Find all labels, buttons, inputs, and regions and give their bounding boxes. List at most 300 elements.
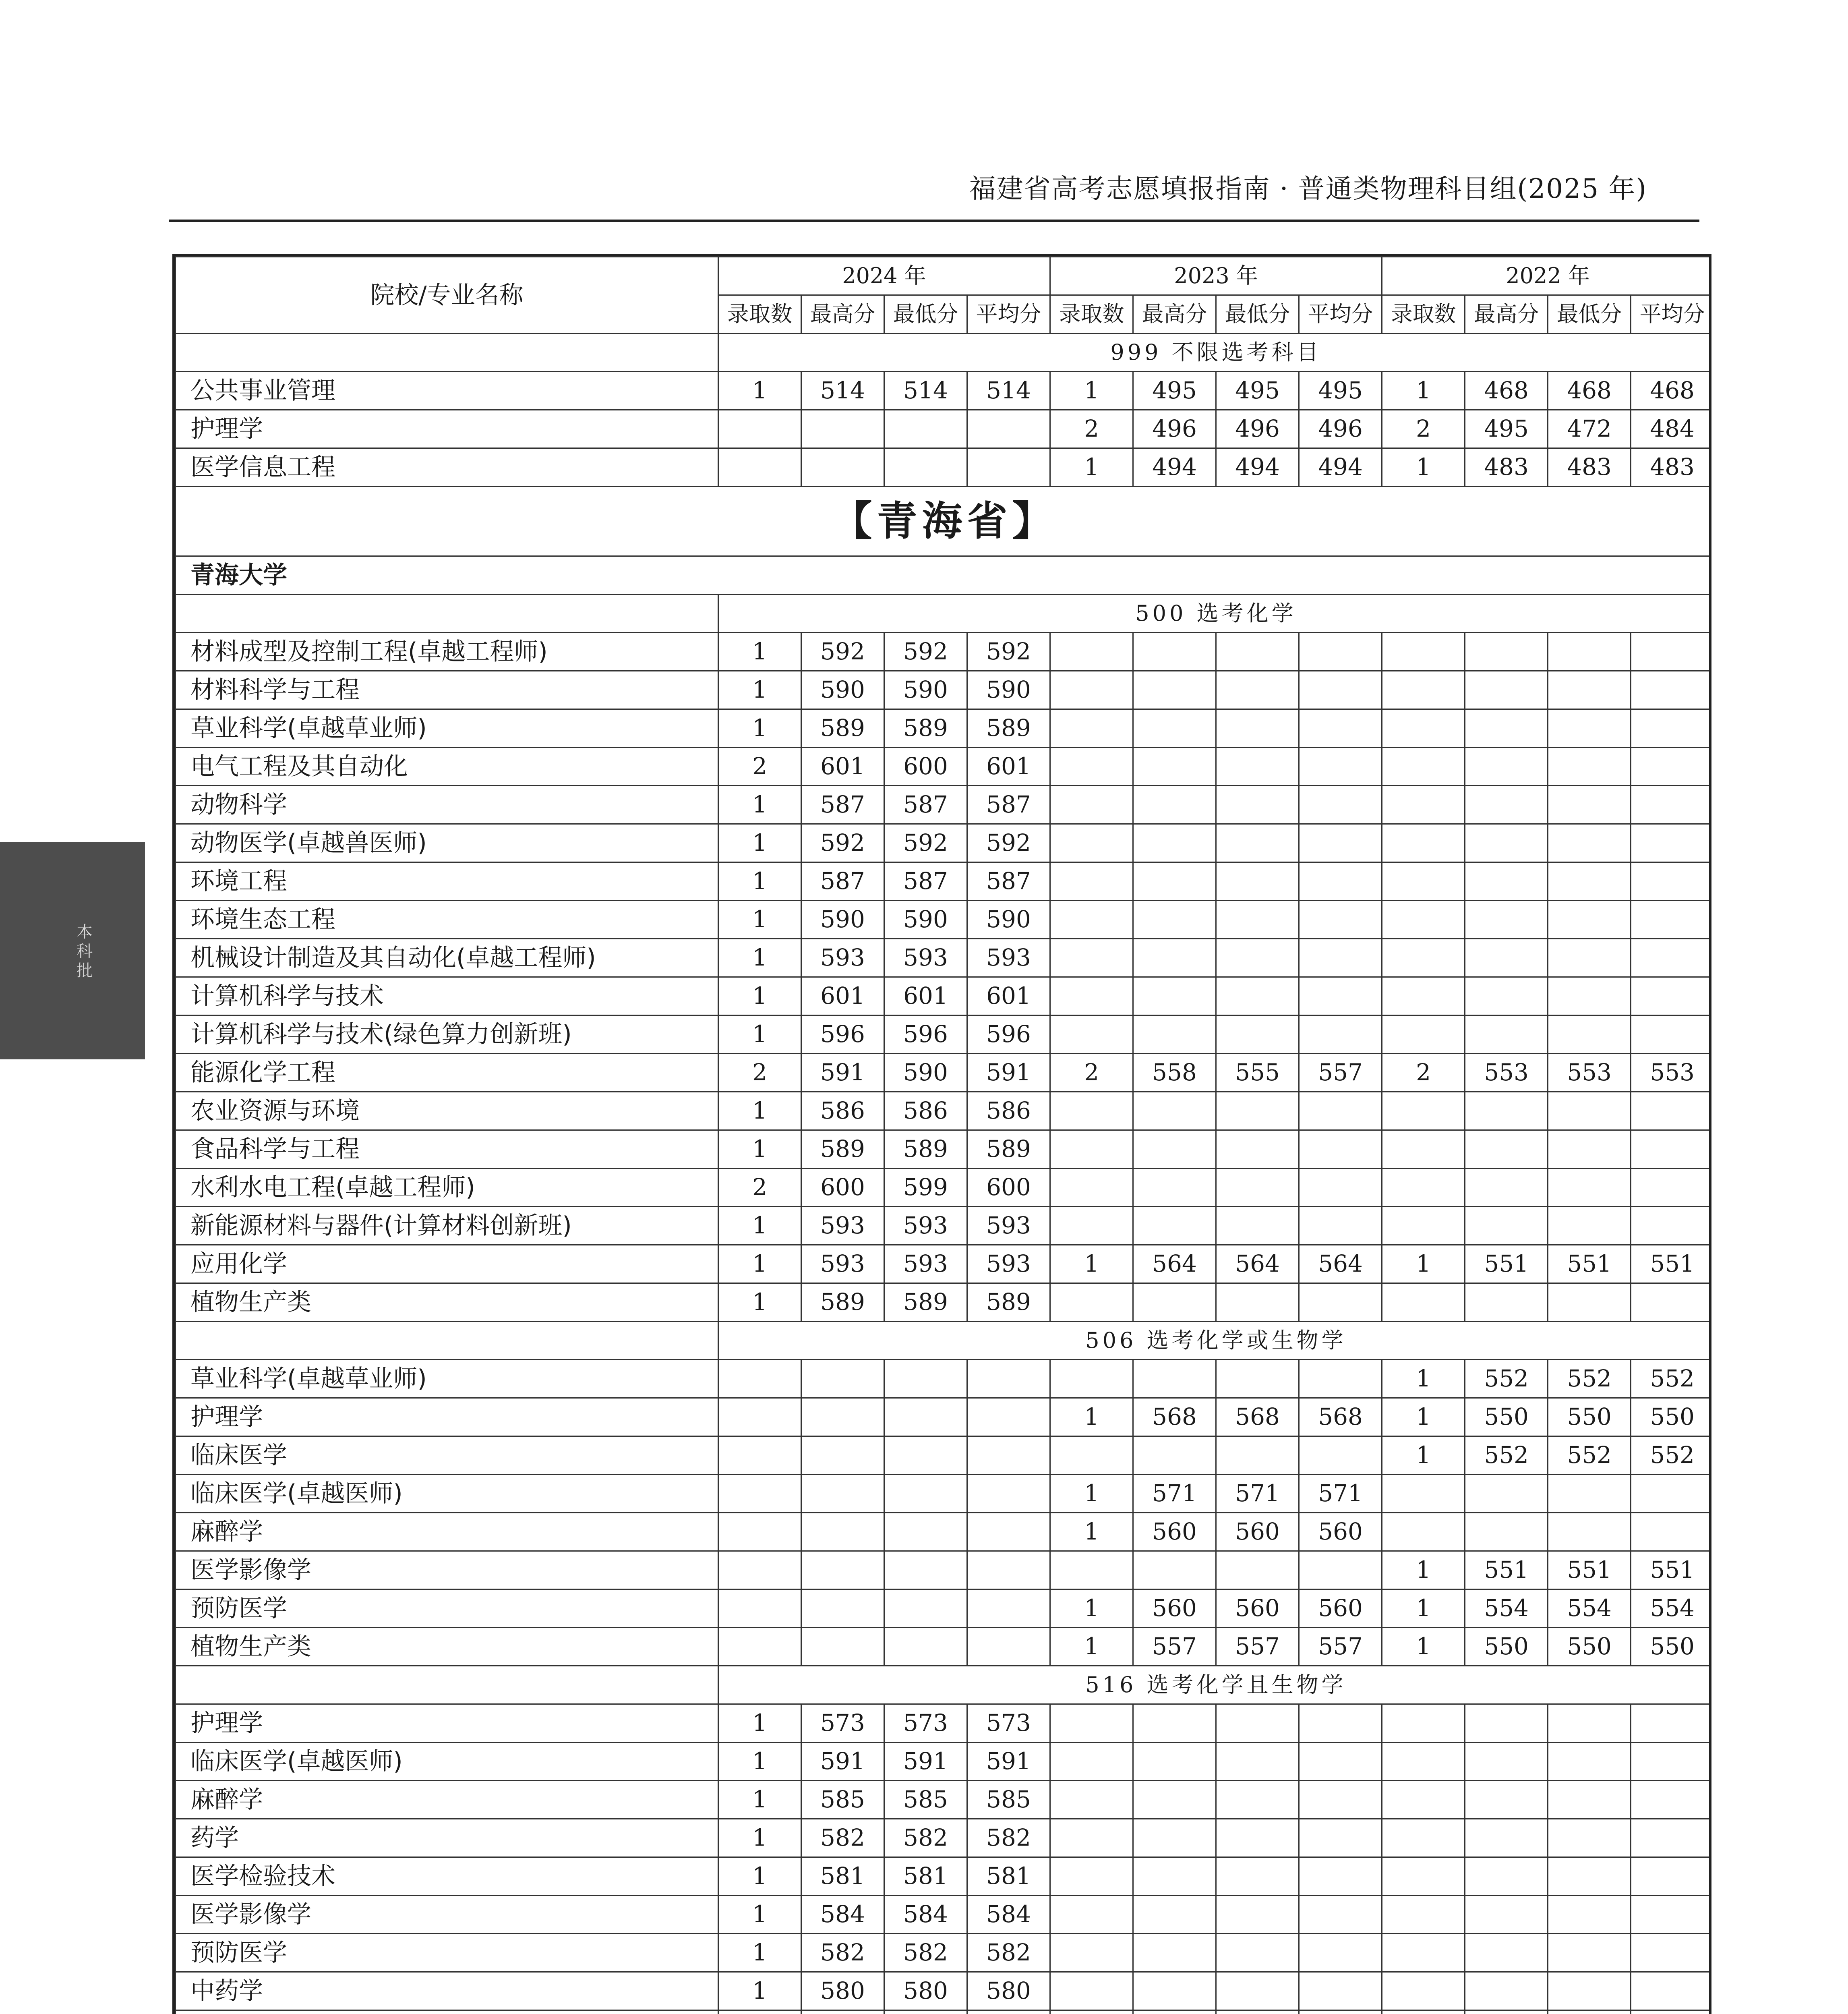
score-cell bbox=[1631, 1283, 1711, 1322]
score-cell bbox=[1465, 862, 1548, 901]
score-cell: 554 bbox=[1548, 1589, 1631, 1628]
score-cell bbox=[1299, 901, 1382, 939]
score-cell bbox=[967, 410, 1050, 448]
table-row bbox=[176, 709, 1712, 748]
score-cell: 551 bbox=[1548, 1245, 1631, 1283]
score-cell bbox=[884, 1475, 967, 1513]
score-cell: 1 bbox=[1382, 1436, 1465, 1475]
score-cell: 592 bbox=[801, 824, 884, 862]
score-cell: 1 bbox=[1050, 1628, 1133, 1666]
score-cell bbox=[1299, 824, 1382, 862]
score-cell bbox=[1465, 1475, 1548, 1513]
score-cell: 592 bbox=[967, 824, 1050, 862]
score-cell: 1 bbox=[718, 786, 801, 824]
table-row bbox=[176, 1551, 1712, 1589]
score-cell: 564 bbox=[1299, 1245, 1382, 1283]
year-header: 2023 年 bbox=[1050, 257, 1382, 295]
table-row bbox=[176, 1130, 1712, 1169]
score-cell: 589 bbox=[967, 1283, 1050, 1322]
score-cell bbox=[1465, 977, 1548, 1015]
score-cell bbox=[1631, 1743, 1711, 1781]
score-cell bbox=[1631, 862, 1711, 901]
score-cell bbox=[1465, 1934, 1548, 1972]
score-cell: 591 bbox=[884, 1743, 967, 1781]
score-cell bbox=[1050, 1092, 1133, 1130]
score-cell: 582 bbox=[801, 1934, 884, 1972]
score-cell bbox=[967, 1628, 1050, 1666]
score-cell: 580 bbox=[884, 1972, 967, 2010]
page-title: 福建省高考志愿填报指南 · 普通类物理科目组(2025 年) bbox=[969, 173, 1647, 204]
score-cell: 1 bbox=[718, 977, 801, 1015]
score-cell bbox=[1382, 1475, 1465, 1513]
table-row bbox=[176, 748, 1712, 786]
score-cell: 600 bbox=[884, 748, 967, 786]
score-cell bbox=[1050, 1169, 1133, 1207]
score-cell: 590 bbox=[967, 671, 1050, 709]
score-cell bbox=[1216, 1743, 1299, 1781]
category-row bbox=[176, 1322, 1712, 1360]
score-cell: 1 bbox=[718, 671, 801, 709]
score-cell bbox=[1133, 1283, 1216, 1322]
score-cell bbox=[1216, 862, 1299, 901]
score-cell bbox=[1631, 824, 1711, 862]
score-cell: 494 bbox=[1216, 448, 1299, 487]
score-cell: 557 bbox=[1299, 1054, 1382, 1092]
table-row bbox=[176, 410, 1712, 448]
major-name: 护理学 bbox=[176, 1704, 718, 1743]
score-cell bbox=[1133, 1704, 1216, 1743]
score-cell: 1 bbox=[718, 372, 801, 410]
sub-header: 录取数 bbox=[1050, 295, 1133, 334]
major-name: 预防医学 bbox=[176, 1589, 718, 1628]
major-name: 临床医学 bbox=[176, 1436, 718, 1475]
score-cell bbox=[1133, 709, 1216, 748]
table-body bbox=[176, 334, 1712, 2014]
score-cell: 591 bbox=[967, 1054, 1050, 1092]
score-cell bbox=[1465, 633, 1548, 671]
score-cell bbox=[1299, 939, 1382, 977]
score-cell: 1 bbox=[718, 862, 801, 901]
score-cell bbox=[1216, 1360, 1299, 1398]
score-cell bbox=[1382, 862, 1465, 901]
table-row bbox=[176, 1360, 1712, 1398]
score-cell: 582 bbox=[967, 1934, 1050, 1972]
score-cell: 568 bbox=[1299, 1398, 1382, 1436]
score-cell bbox=[884, 1513, 967, 1551]
empty-cell bbox=[176, 334, 718, 372]
sub-header: 录取数 bbox=[718, 295, 801, 334]
score-cell: 551 bbox=[1465, 1551, 1548, 1589]
score-cell bbox=[1465, 1972, 1548, 2010]
major-name: 植物生产类 bbox=[176, 1628, 718, 1666]
table-row bbox=[176, 1896, 1712, 1934]
score-cell: 550 bbox=[1465, 1628, 1548, 1666]
score-cell bbox=[1133, 977, 1216, 1015]
score-cell bbox=[718, 1513, 801, 1551]
table-row bbox=[176, 633, 1712, 671]
score-cell: 495 bbox=[1465, 410, 1548, 448]
score-cell bbox=[1050, 786, 1133, 824]
score-cell bbox=[884, 1589, 967, 1628]
score-cell bbox=[1465, 1743, 1548, 1781]
score-cell bbox=[1299, 1436, 1382, 1475]
score-cell bbox=[1631, 939, 1711, 977]
score-cell bbox=[1631, 671, 1711, 709]
table-row bbox=[176, 1436, 1712, 1475]
score-cell bbox=[967, 1436, 1050, 1475]
score-cell bbox=[1216, 1896, 1299, 1934]
year-header: 2022 年 bbox=[1382, 257, 1711, 295]
score-cell bbox=[1548, 1934, 1631, 1972]
score-cell bbox=[1299, 786, 1382, 824]
score-cell bbox=[967, 1360, 1050, 1398]
score-cell: 1 bbox=[718, 1781, 801, 1819]
score-cell bbox=[1548, 671, 1631, 709]
score-cell: 550 bbox=[1631, 1628, 1711, 1666]
score-cell: 1 bbox=[1050, 1245, 1133, 1283]
score-cell bbox=[1465, 709, 1548, 748]
score-cell bbox=[1133, 1896, 1216, 1934]
table-row bbox=[176, 1475, 1712, 1513]
major-name: 环境生态工程 bbox=[176, 901, 718, 939]
major-name: 草业科学(卓越草业师) bbox=[176, 1360, 718, 1398]
score-cell bbox=[1050, 1704, 1133, 1743]
major-name: 水利水电工程(卓越工程师) bbox=[176, 1169, 718, 1207]
major-name: 动物科学 bbox=[176, 786, 718, 824]
score-cell bbox=[1465, 1015, 1548, 1054]
table-row bbox=[176, 1628, 1712, 1666]
score-cell bbox=[1299, 1360, 1382, 1398]
score-cell: 468 bbox=[1465, 372, 1548, 410]
score-cell: 592 bbox=[967, 633, 1050, 671]
table-row bbox=[176, 1704, 1712, 1743]
score-cell: 1 bbox=[1382, 1360, 1465, 1398]
score-cell: 1 bbox=[1382, 1551, 1465, 1589]
score-cell: 1 bbox=[1382, 1628, 1465, 1666]
score-cell: 551 bbox=[1548, 1551, 1631, 1589]
score-cell bbox=[1299, 1169, 1382, 1207]
score-cell: 591 bbox=[967, 1743, 1050, 1781]
score-cell bbox=[1050, 748, 1133, 786]
score-cell bbox=[1382, 824, 1465, 862]
score-cell: 1 bbox=[718, 1972, 801, 2010]
score-cell bbox=[1631, 633, 1711, 671]
score-cell bbox=[1133, 633, 1216, 671]
score-cell bbox=[884, 1551, 967, 1589]
score-cell: 573 bbox=[801, 1704, 884, 1743]
score-cell: 593 bbox=[967, 939, 1050, 977]
score-cell bbox=[1465, 1283, 1548, 1322]
score-cell: 552 bbox=[1631, 1360, 1711, 1398]
score-cell bbox=[1133, 786, 1216, 824]
score-cell: 596 bbox=[884, 1015, 967, 1054]
score-cell bbox=[1631, 901, 1711, 939]
major-name: 医学信息工程 bbox=[176, 448, 718, 487]
sub-header: 最低分 bbox=[1216, 295, 1299, 334]
score-cell bbox=[1050, 709, 1133, 748]
score-cell: 1 bbox=[718, 1819, 801, 1857]
score-cell: 589 bbox=[884, 1283, 967, 1322]
score-cell: 564 bbox=[1133, 1245, 1216, 1283]
table-row bbox=[176, 372, 1712, 410]
score-cell: 590 bbox=[801, 901, 884, 939]
score-cell bbox=[1050, 633, 1133, 671]
table-row bbox=[176, 901, 1712, 939]
score-cell bbox=[1548, 1819, 1631, 1857]
score-cell bbox=[1133, 1857, 1216, 1896]
major-name: 农业资源与环境 bbox=[176, 1092, 718, 1130]
score-cell bbox=[1631, 709, 1711, 748]
major-name: 能源化学工程 bbox=[176, 1054, 718, 1092]
score-cell: 584 bbox=[967, 1896, 1050, 1934]
score-cell: 589 bbox=[967, 709, 1050, 748]
score-cell bbox=[1382, 977, 1465, 1015]
table-row bbox=[176, 1398, 1712, 1436]
score-cell bbox=[1133, 2010, 1216, 2014]
score-cell bbox=[1382, 1934, 1465, 1972]
score-cell: 553 bbox=[1465, 1054, 1548, 1092]
score-cell: 1 bbox=[1050, 1398, 1133, 1436]
score-cell bbox=[1299, 1015, 1382, 1054]
score-cell bbox=[1299, 977, 1382, 1015]
score-cell bbox=[801, 1398, 884, 1436]
score-cell bbox=[1133, 1934, 1216, 1972]
score-cell bbox=[1382, 1896, 1465, 1934]
major-name: 环境工程 bbox=[176, 862, 718, 901]
category-row bbox=[176, 334, 1712, 372]
score-cell: 601 bbox=[801, 977, 884, 1015]
score-cell: 1 bbox=[718, 1015, 801, 1054]
score-cell bbox=[1299, 1207, 1382, 1245]
score-cell bbox=[718, 1398, 801, 1436]
score-cell: 1 bbox=[718, 1283, 801, 1322]
score-cell bbox=[884, 1436, 967, 1475]
major-name: 临床医学(卓越医师) bbox=[176, 1743, 718, 1781]
table-row bbox=[176, 448, 1712, 487]
score-cell bbox=[1548, 1896, 1631, 1934]
score-cell: 550 bbox=[1548, 1628, 1631, 1666]
side-tab-label: 本科批 bbox=[77, 923, 93, 980]
score-cell bbox=[1133, 748, 1216, 786]
score-cell bbox=[1299, 2010, 1382, 2014]
score-cell: 552 bbox=[1465, 1436, 1548, 1475]
sub-header: 录取数 bbox=[1382, 295, 1465, 334]
score-cell bbox=[1299, 1551, 1382, 1589]
sub-header: 最低分 bbox=[884, 295, 967, 334]
score-cell bbox=[967, 1589, 1050, 1628]
score-cell: 571 bbox=[1299, 1475, 1382, 1513]
major-name: 预防医学 bbox=[176, 1934, 718, 1972]
empty-cell bbox=[176, 595, 718, 633]
score-cell bbox=[1631, 748, 1711, 786]
score-cell: 596 bbox=[801, 1015, 884, 1054]
score-cell bbox=[1548, 1781, 1631, 1819]
score-cell bbox=[1382, 2010, 1465, 2014]
score-cell: 582 bbox=[967, 1819, 1050, 1857]
score-cell bbox=[1133, 1130, 1216, 1169]
table-row bbox=[176, 977, 1712, 1015]
table-row bbox=[176, 1819, 1712, 1857]
major-name: 食品科学与工程 bbox=[176, 1130, 718, 1169]
score-cell: 483 bbox=[1548, 448, 1631, 487]
score-cell bbox=[1216, 1781, 1299, 1819]
major-name: 药学 bbox=[176, 1819, 718, 1857]
score-cell bbox=[1548, 709, 1631, 748]
score-cell: 560 bbox=[1216, 1589, 1299, 1628]
year-header: 2024 年 bbox=[718, 257, 1050, 295]
score-cell: 582 bbox=[884, 1934, 967, 1972]
major-name: 材料成型及控制工程(卓越工程师) bbox=[176, 633, 718, 671]
score-cell bbox=[801, 410, 884, 448]
score-cell bbox=[1299, 1972, 1382, 2010]
score-cell: 560 bbox=[1133, 1513, 1216, 1551]
score-cell: 550 bbox=[1631, 1398, 1711, 1436]
score-cell: 514 bbox=[967, 372, 1050, 410]
major-name: 医学影像学 bbox=[176, 1551, 718, 1589]
score-cell: 1 bbox=[1050, 1475, 1133, 1513]
table-row bbox=[176, 939, 1712, 977]
score-cell: 571 bbox=[1133, 1475, 1216, 1513]
score-cell: 2 bbox=[718, 1054, 801, 1092]
score-cell bbox=[1465, 1092, 1548, 1130]
major-name: 麻醉学 bbox=[176, 1513, 718, 1551]
score-cell: 590 bbox=[884, 1054, 967, 1092]
score-cell bbox=[1548, 1130, 1631, 1169]
score-cell: 590 bbox=[884, 901, 967, 939]
score-cell: 586 bbox=[801, 1092, 884, 1130]
score-cell: 472 bbox=[1548, 410, 1631, 448]
score-cell bbox=[1631, 1092, 1711, 1130]
score-cell bbox=[1631, 1781, 1711, 1819]
sub-header: 最低分 bbox=[1548, 295, 1631, 334]
score-cell: 587 bbox=[801, 786, 884, 824]
score-cell bbox=[1133, 1551, 1216, 1589]
score-cell bbox=[801, 1360, 884, 1398]
score-cell bbox=[967, 448, 1050, 487]
side-tab bbox=[0, 842, 145, 1059]
score-cell bbox=[718, 2010, 801, 2014]
score-cell bbox=[1216, 1207, 1299, 1245]
score-cell: 596 bbox=[967, 1015, 1050, 1054]
score-cell bbox=[884, 448, 967, 487]
score-cell bbox=[967, 1551, 1050, 1589]
score-cell bbox=[1133, 671, 1216, 709]
school-name: 青海大学 bbox=[176, 556, 1712, 595]
score-cell: 551 bbox=[1631, 1245, 1711, 1283]
score-cell: 1 bbox=[718, 1704, 801, 1743]
score-cell bbox=[1548, 1283, 1631, 1322]
score-cell bbox=[1548, 901, 1631, 939]
score-cell bbox=[1050, 1360, 1133, 1398]
score-cell: 495 bbox=[1133, 372, 1216, 410]
score-cell bbox=[1299, 709, 1382, 748]
score-cell bbox=[1216, 1436, 1299, 1475]
score-cell bbox=[1216, 748, 1299, 786]
score-cell: 580 bbox=[967, 1972, 1050, 2010]
score-cell: 600 bbox=[967, 1169, 1050, 1207]
score-cell: 550 bbox=[1548, 1398, 1631, 1436]
score-cell: 483 bbox=[1465, 448, 1548, 487]
score-cell bbox=[1465, 1857, 1548, 1896]
table-row bbox=[176, 1015, 1712, 1054]
score-cell: 580 bbox=[801, 1972, 884, 2010]
major-name: 麻醉学 bbox=[176, 1781, 718, 1819]
major-name: 中药学 bbox=[176, 1972, 718, 2010]
score-cell: 585 bbox=[884, 1781, 967, 1819]
score-cell bbox=[1299, 671, 1382, 709]
score-cell: 581 bbox=[801, 1857, 884, 1896]
score-cell bbox=[967, 1398, 1050, 1436]
score-cell: 1 bbox=[1050, 1513, 1133, 1551]
score-cell bbox=[1631, 1934, 1711, 1972]
score-cell bbox=[1548, 1513, 1631, 1551]
score-cell bbox=[1631, 1475, 1711, 1513]
score-cell: 585 bbox=[801, 1781, 884, 1819]
score-cell bbox=[801, 1513, 884, 1551]
score-cell bbox=[801, 1589, 884, 1628]
score-cell bbox=[1631, 1015, 1711, 1054]
score-cell bbox=[1631, 1130, 1711, 1169]
score-cell: 1 bbox=[1382, 1589, 1465, 1628]
major-name: 草业科学(卓越草业师) bbox=[176, 709, 718, 748]
score-cell: 558 bbox=[1133, 1054, 1216, 1092]
score-cell: 553 bbox=[1631, 1054, 1711, 1092]
table-row bbox=[176, 824, 1712, 862]
score-cell: 554 bbox=[1631, 1589, 1711, 1628]
score-cell: 1 bbox=[718, 1934, 801, 1972]
score-cell bbox=[1382, 748, 1465, 786]
score-cell bbox=[1216, 977, 1299, 1015]
score-cell: 586 bbox=[967, 1092, 1050, 1130]
score-cell: 601 bbox=[967, 977, 1050, 1015]
score-cell bbox=[1382, 633, 1465, 671]
score-cell bbox=[1548, 1207, 1631, 1245]
score-cell: 1 bbox=[718, 1743, 801, 1781]
score-cell bbox=[801, 1628, 884, 1666]
major-name: 新能源材料与器件(计算材料创新班) bbox=[176, 1207, 718, 1245]
school-row bbox=[176, 556, 1712, 595]
score-cell: 2 bbox=[718, 1169, 801, 1207]
major-name: 医学检验技术 bbox=[176, 1857, 718, 1896]
score-cell: 557 bbox=[1299, 1628, 1382, 1666]
score-cell bbox=[1216, 1704, 1299, 1743]
score-cell: 589 bbox=[801, 1283, 884, 1322]
score-cell bbox=[1133, 1015, 1216, 1054]
score-cell bbox=[1631, 977, 1711, 1015]
score-cell bbox=[1050, 824, 1133, 862]
major-name: 计算机科学与技术(绿色算力创新班) bbox=[176, 1015, 718, 1054]
score-cell: 589 bbox=[884, 709, 967, 748]
table-row bbox=[176, 1054, 1712, 1092]
score-cell: 2 bbox=[1050, 410, 1133, 448]
score-cell bbox=[1299, 1819, 1382, 1857]
score-cell bbox=[1050, 1743, 1133, 1781]
score-cell bbox=[1465, 1169, 1548, 1207]
score-cell: 496 bbox=[1216, 410, 1299, 448]
sub-header: 最高分 bbox=[801, 295, 884, 334]
score-cell bbox=[1382, 786, 1465, 824]
score-cell: 483 bbox=[1631, 448, 1711, 487]
score-cell: 552 bbox=[1631, 1436, 1711, 1475]
sub-header: 平均分 bbox=[967, 295, 1050, 334]
score-cell: 514 bbox=[884, 372, 967, 410]
score-cell bbox=[1631, 1169, 1711, 1207]
sub-header: 平均分 bbox=[1631, 295, 1711, 334]
score-cell bbox=[1382, 1972, 1465, 2010]
score-cell: 573 bbox=[884, 1704, 967, 1743]
score-cell bbox=[1382, 1781, 1465, 1819]
score-cell bbox=[1548, 786, 1631, 824]
